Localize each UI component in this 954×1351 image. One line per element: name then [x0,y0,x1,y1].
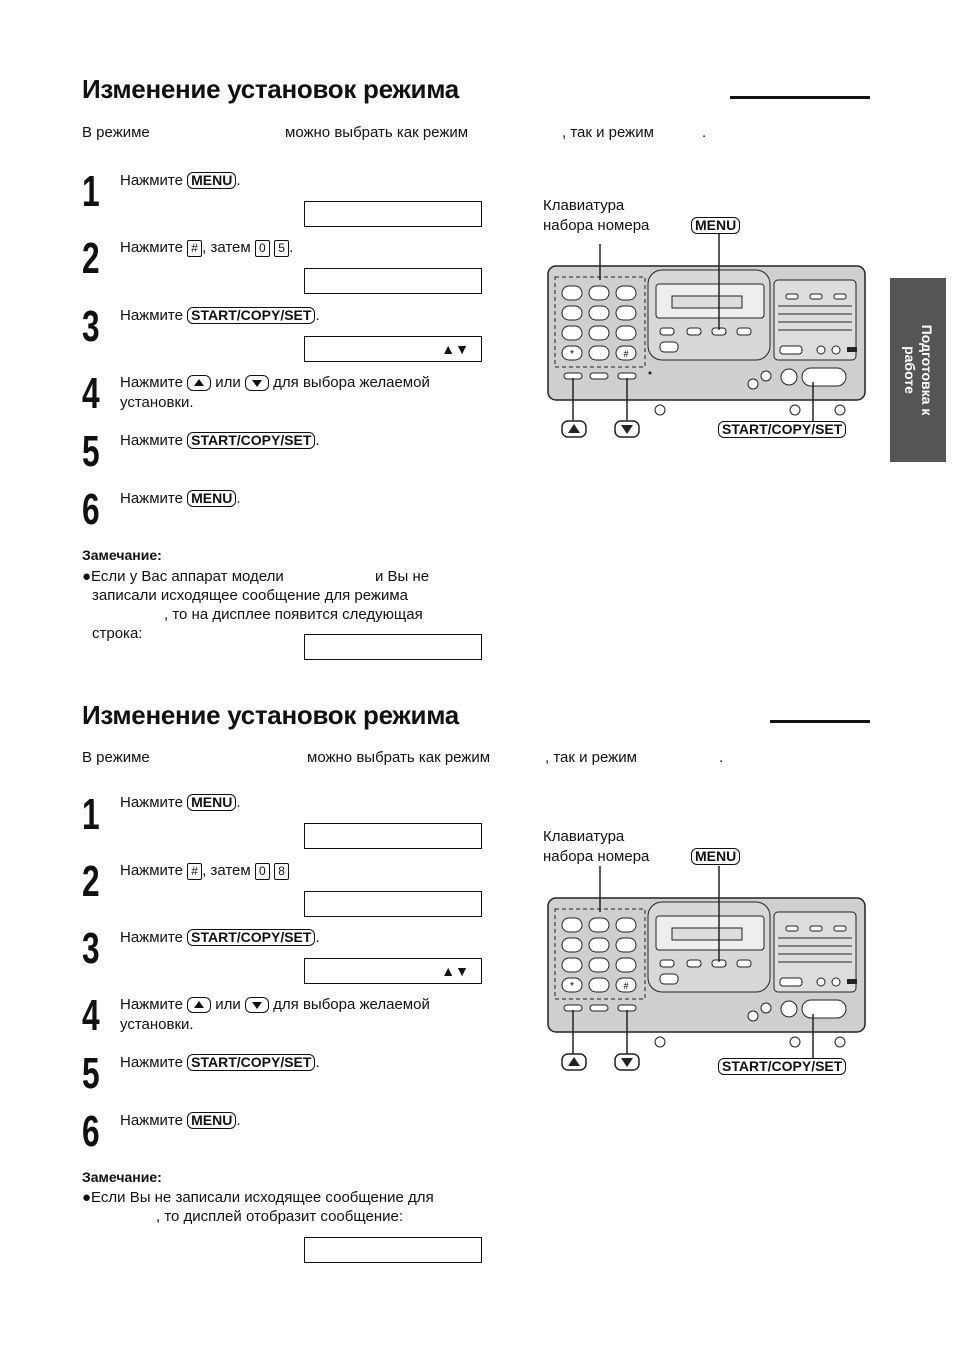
step-label: или [215,996,241,1013]
step-label: , затем [202,862,251,879]
step-label: Нажмите [120,862,183,879]
note-line: ●Если у Вас аппарат модели [82,568,284,585]
display-box [304,891,482,917]
side-tab-label [901,325,935,416]
start-copy-set-key: START/COPY/SET [187,307,315,324]
display-box [304,1237,482,1263]
menu-key: MENU [187,1112,236,1129]
keypad-label-line: Клавиатура [543,197,625,214]
svg-text:#: # [623,981,629,991]
step-label: для выбора желаемой [273,996,430,1013]
note-line: , то на дисплее появится следующая [164,606,423,623]
step-number: 1 [82,167,100,216]
step-punct: . [315,307,320,324]
step-number: 3 [82,924,100,973]
note-text [82,1188,502,1228]
intro-part: В режиме [82,749,150,766]
step-number: 5 [82,427,100,476]
up-arrow-icon [187,997,211,1013]
step-4-text [120,995,430,1035]
step-label: установки. [120,1016,194,1033]
step-punct: . [236,490,241,507]
note-line: и Вы не [375,568,430,585]
step-6-text [120,1111,241,1131]
section2-title-rule [770,720,870,723]
step-label: Нажмите [120,432,183,449]
step-label: , затем [202,239,251,256]
note-line: , то дисплей отобразит сообщение: [156,1208,404,1225]
step-label: Нажмите [120,1054,183,1071]
side-tab-line2: работе [902,346,918,394]
digit-key: 5 [274,240,289,257]
note-line: строка: [92,625,143,642]
fax-machine-illustration [540,210,870,445]
step-label: Нажмите [120,929,183,946]
start-copy-set-key: START/COPY/SET [187,432,315,449]
down-arrow-icon [245,375,269,391]
step-2-text [120,238,293,258]
step-punct: . [315,432,320,449]
step-label: или [215,374,241,391]
hash-key: # [187,863,202,880]
section2-title: Изменение установок режима [82,700,459,730]
side-tab [890,278,946,462]
step-2-text [120,861,289,881]
diagram-start-copy-set-key: START/COPY/SET [718,421,846,438]
step-label: Нажмите [120,239,183,256]
intro-part: В режиме [82,124,150,141]
step-number: 4 [82,369,100,418]
section1-intro [82,124,782,144]
step-3-text [120,928,320,948]
step-punct: . [236,172,241,189]
keypad-label-line: набора номера [543,217,650,234]
intro-part: . [702,124,707,141]
step-punct: . [236,1112,241,1129]
step-label: Нажмите [120,1112,183,1129]
svg-text:*: * [570,981,574,992]
note-line: записали исходящее сообщение для режима [92,587,408,604]
note-line: ●Если Вы не записали исходящее сообщение для [82,1189,434,1206]
fax-machine-illustration [540,842,870,1077]
digit-key: 0 [255,863,270,880]
step-1-text [120,171,241,191]
step-punct: . [315,1054,320,1071]
step-label: установки. [120,394,194,411]
intro-part: можно выбрать как режим [307,749,491,766]
step-label: для выбора желаемой [273,374,430,391]
step-number: 3 [82,302,100,351]
digit-key: 8 [274,863,289,880]
display-box [304,201,482,227]
menu-key: MENU [187,172,236,189]
step-5-text [120,1053,320,1073]
step-label: Нажмите [120,172,183,189]
down-arrow-icon [245,997,269,1013]
diagram-menu-key: MENU [691,848,740,865]
step-number: 4 [82,991,100,1040]
step-6-text [120,489,241,509]
step-punct: . [236,794,241,811]
diagram-menu-key: MENU [691,217,740,234]
step-label: Нажмите [120,490,183,507]
display-box: ▲▼ [304,958,482,984]
display-box [304,823,482,849]
intro-part: , так и режим [545,749,637,766]
step-number: 6 [82,485,100,534]
digit-key: 0 [255,240,270,257]
step-4-text [120,373,430,413]
step-number: 2 [82,857,100,906]
intro-part: . [719,749,724,766]
svg-text:*: * [570,349,574,360]
hash-key: # [187,240,202,257]
side-tab-line1: Подготовка к [919,324,935,416]
step-label: Нажмите [120,374,183,391]
step-number: 1 [82,790,100,839]
step-1-text [120,793,241,813]
step-number: 2 [82,234,100,283]
section1-title-rule [730,96,870,99]
intro-part: можно выбрать как режим [285,124,469,141]
display-box [304,268,482,294]
display-box: ▲▼ [304,336,482,362]
note-title: Замечание: [82,1169,162,1185]
step-label: Нажмите [120,996,183,1013]
step-number: 6 [82,1107,100,1156]
menu-key: MENU [187,490,236,507]
step-number: 5 [82,1049,100,1098]
menu-key: MENU [187,794,236,811]
step-3-text [120,306,320,326]
svg-text:#: # [623,349,629,359]
diagram-start-copy-set-key: START/COPY/SET [718,1058,846,1075]
step-5-text [120,431,320,451]
fax-diagram [540,842,870,1077]
up-arrow-icon [187,375,211,391]
step-label: Нажмите [120,794,183,811]
section1-title: Изменение установок режима [82,74,459,104]
keypad-label-line: Клавиатура [543,828,625,845]
fax-diagram [540,210,870,445]
start-copy-set-key: START/COPY/SET [187,1054,315,1071]
start-copy-set-key: START/COPY/SET [187,929,315,946]
note-title: Замечание: [82,547,162,563]
step-label: Нажмите [120,307,183,324]
intro-part: , так и режим [562,124,654,141]
step-punct: . [289,239,294,256]
display-box [304,634,482,660]
keypad-label-line: набора номера [543,848,650,865]
section2-intro [82,749,782,769]
step-punct: . [315,929,320,946]
